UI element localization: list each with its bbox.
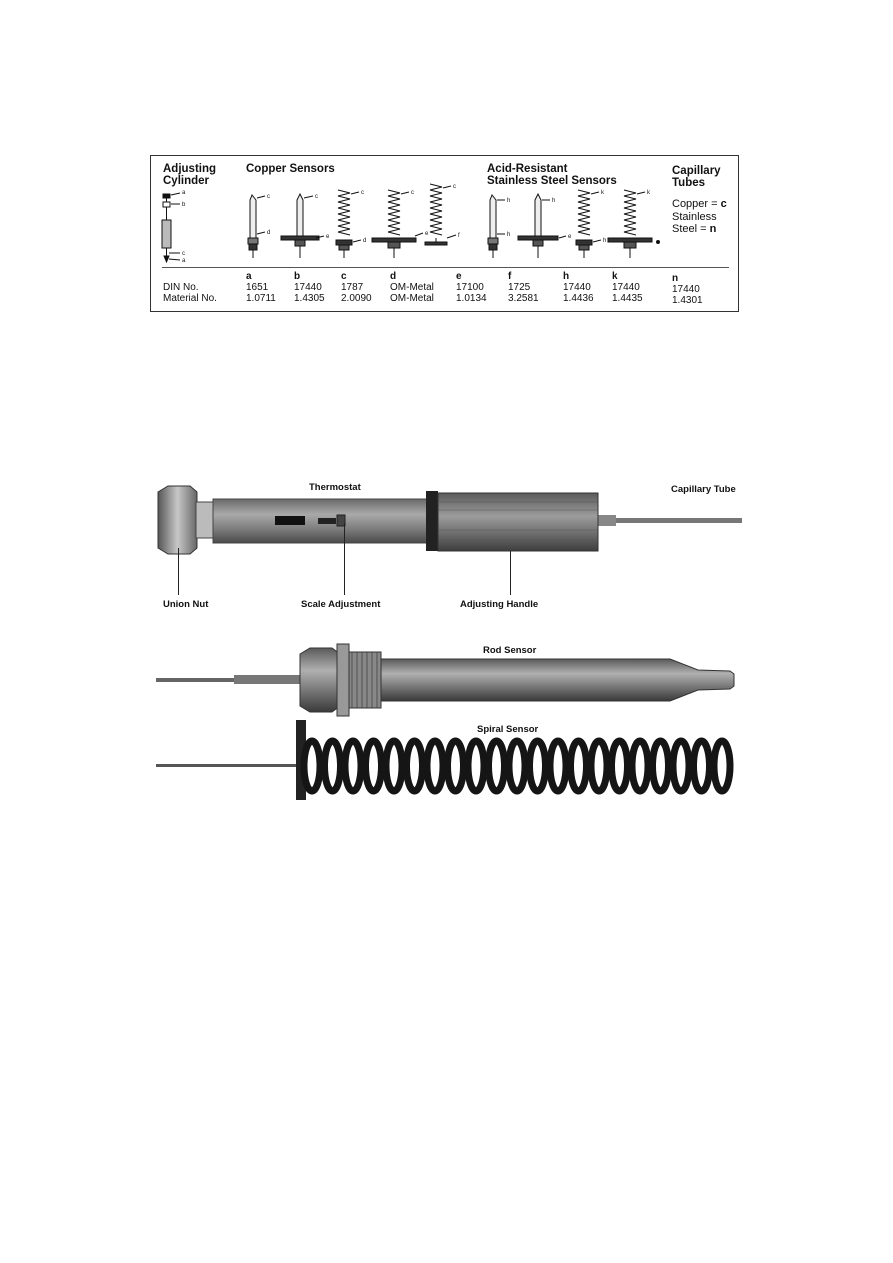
material-value: 1.4305 bbox=[294, 293, 325, 304]
coil-turn bbox=[612, 741, 628, 791]
din-value: 1651 bbox=[246, 282, 269, 293]
coil-turn bbox=[325, 741, 341, 791]
material-value: 1.4301 bbox=[672, 295, 703, 306]
row-label-material: Material No. bbox=[163, 293, 217, 304]
diagram-letter: c bbox=[453, 184, 456, 190]
coil-turn bbox=[407, 741, 423, 791]
spiral-sensor-photo bbox=[150, 718, 740, 800]
legend-code: c bbox=[720, 198, 727, 210]
coil-turn bbox=[448, 741, 464, 791]
header-line: Capillary bbox=[672, 165, 721, 177]
diagram-letter: a bbox=[182, 190, 186, 196]
din-value: 1787 bbox=[341, 282, 364, 293]
copper-rod-small-drawing bbox=[248, 195, 265, 258]
legend-steel bbox=[672, 223, 727, 236]
legend-code: n bbox=[709, 223, 717, 235]
diagram-letter: c bbox=[267, 194, 270, 200]
diagram-letter: k bbox=[647, 190, 650, 196]
column-letter: h bbox=[563, 271, 570, 282]
diagram-letter: h bbox=[552, 198, 556, 204]
coil-turn bbox=[591, 741, 607, 791]
leader-scale-adjustment bbox=[344, 523, 345, 595]
diagram-letter: e bbox=[425, 231, 429, 237]
diagram-letter: b bbox=[182, 202, 186, 208]
column-letter: d bbox=[390, 271, 397, 282]
coil-turn bbox=[509, 741, 525, 791]
material-value: 1.0134 bbox=[456, 293, 487, 304]
copper-spiral-plain-drawing bbox=[425, 184, 456, 245]
diagram-letter: c bbox=[411, 190, 414, 196]
diagram-letter: e bbox=[568, 234, 572, 240]
sensor-diagrams bbox=[150, 180, 670, 270]
coil-turn bbox=[673, 741, 689, 791]
coil-turn bbox=[714, 741, 730, 791]
header-line: Cylinder bbox=[163, 175, 210, 187]
table-divider bbox=[162, 267, 729, 268]
coil-turn bbox=[468, 741, 484, 791]
din-value: 17440 bbox=[612, 282, 640, 293]
diagram-letter: h bbox=[603, 238, 607, 244]
diagram-letter: h bbox=[507, 198, 511, 204]
label-scale-adjustment: Scale Adjustment bbox=[301, 599, 381, 610]
leader-union-nut bbox=[178, 548, 179, 595]
diagram-letter: d bbox=[267, 230, 271, 236]
coil-turn bbox=[550, 741, 566, 791]
column-letter: a bbox=[246, 271, 252, 282]
label-spiral-sensor: Spiral Sensor bbox=[477, 724, 539, 735]
header-capillary-tubes bbox=[672, 165, 721, 189]
material-value: 2.0090 bbox=[341, 293, 372, 304]
header-line: Stainless Steel Sensors bbox=[487, 175, 617, 187]
din-value: 17440 bbox=[294, 282, 322, 293]
coil-turn bbox=[632, 741, 648, 791]
header-line: Adjusting bbox=[163, 163, 217, 175]
din-value: 17440 bbox=[563, 282, 591, 293]
diagram-letter: c bbox=[315, 194, 318, 200]
din-value: 1725 bbox=[508, 282, 531, 293]
column-letter: e bbox=[456, 271, 462, 282]
coil-turn bbox=[366, 741, 382, 791]
column-letter: b bbox=[294, 271, 301, 282]
coil-turn bbox=[530, 741, 546, 791]
header-line: Acid-Resistant bbox=[487, 163, 568, 175]
coil-turn bbox=[427, 741, 443, 791]
header-copper-sensors: Copper Sensors bbox=[246, 163, 335, 175]
row-label-din: DIN No. bbox=[163, 282, 199, 293]
label-capillary-tube: Capillary Tube bbox=[671, 484, 736, 495]
legend-text: Copper = bbox=[672, 198, 721, 210]
coil-turn bbox=[345, 741, 361, 791]
diagram-letter: f bbox=[458, 233, 460, 239]
material-value: OM-Metal bbox=[390, 293, 434, 304]
column-letter: c bbox=[341, 271, 347, 282]
diagram-letter: e bbox=[326, 234, 330, 240]
label-adjusting-handle: Adjusting Handle bbox=[460, 599, 539, 610]
copper-spiral-small-drawing bbox=[336, 190, 361, 258]
legend-text: Steel = bbox=[672, 223, 710, 235]
stainless-spiral-flange-drawing bbox=[608, 190, 660, 258]
din-value: OM-Metal bbox=[390, 282, 434, 293]
din-value: 17100 bbox=[456, 282, 484, 293]
copper-rod-flange-drawing bbox=[281, 194, 324, 258]
column-letter: n bbox=[672, 273, 679, 284]
legend-text: Stainless bbox=[672, 210, 717, 223]
din-value: 17440 bbox=[672, 284, 700, 295]
diagram-letter: h bbox=[507, 232, 511, 238]
diagram-letter: c bbox=[182, 251, 185, 257]
diagram-letter: d bbox=[363, 238, 367, 244]
material-value: 3.2581 bbox=[508, 293, 539, 304]
coil-turn bbox=[571, 741, 587, 791]
material-value: 1.4436 bbox=[563, 293, 594, 304]
copper-spiral-flange-drawing bbox=[372, 190, 423, 258]
capillary-legend bbox=[672, 198, 727, 236]
coil-turn bbox=[386, 741, 402, 791]
coil-turn bbox=[304, 741, 320, 791]
stainless-rod-small-drawing bbox=[488, 195, 505, 258]
leader-adjusting-handle bbox=[510, 551, 511, 595]
label-union-nut: Union Nut bbox=[163, 599, 209, 610]
header-line: Tubes bbox=[672, 177, 706, 189]
label-rod-sensor: Rod Sensor bbox=[483, 645, 537, 656]
coil-turn bbox=[694, 741, 710, 791]
rod-sensor-photo bbox=[150, 640, 750, 720]
material-value: 1.0711 bbox=[246, 293, 276, 304]
coil-turn bbox=[489, 741, 505, 791]
stainless-spiral-small-drawing bbox=[576, 190, 601, 258]
diagram-letter: a bbox=[182, 258, 186, 264]
label-thermostat: Thermostat bbox=[309, 482, 361, 493]
material-value: 1.4435 bbox=[612, 293, 643, 304]
column-letter: k bbox=[612, 271, 618, 282]
coil-turn bbox=[653, 741, 669, 791]
stainless-rod-flange-drawing bbox=[518, 194, 566, 258]
spiral-coils bbox=[304, 741, 730, 791]
diagram-letter: c bbox=[361, 190, 364, 196]
diagram-letter: k bbox=[601, 190, 604, 196]
adjusting-cylinder-drawing bbox=[162, 193, 180, 262]
legend-copper bbox=[672, 198, 727, 211]
thermostat-photo bbox=[150, 480, 750, 570]
column-letter: f bbox=[508, 271, 512, 282]
